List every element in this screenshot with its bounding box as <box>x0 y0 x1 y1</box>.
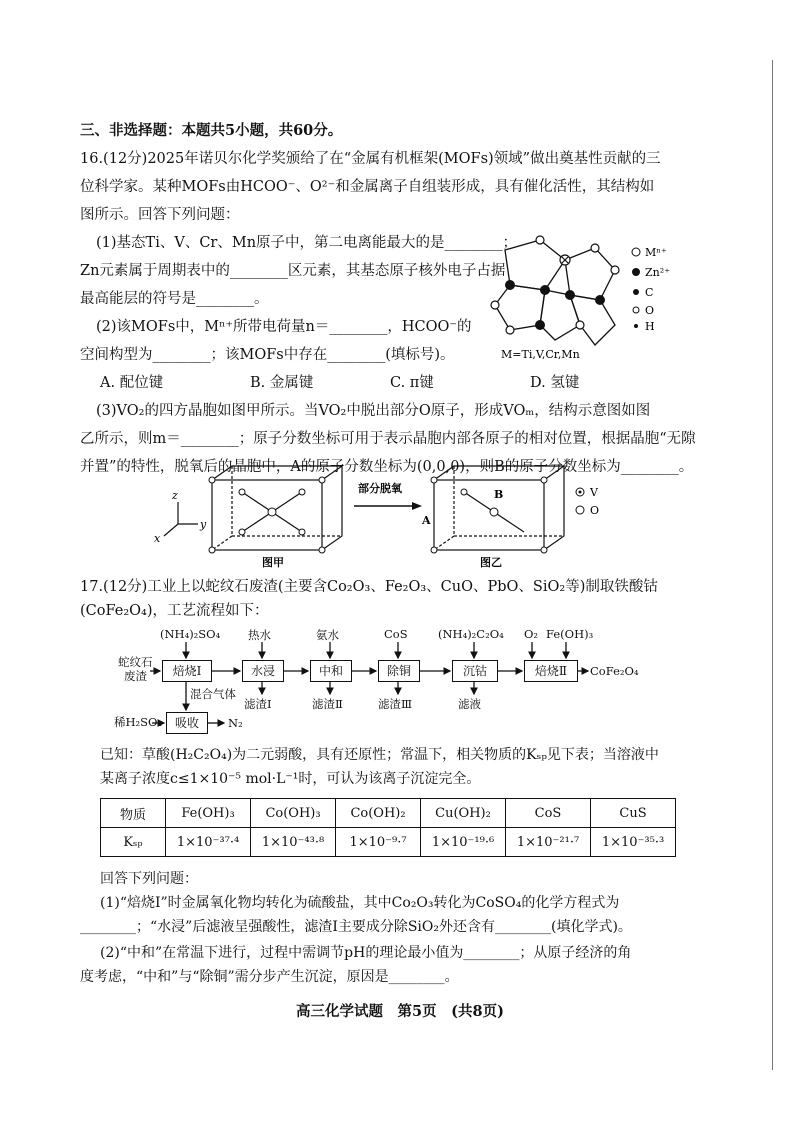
ksp-header-cell: CoS <box>506 799 591 828</box>
section-heading: 三、非选择题：本题共5小题，共60分。 <box>80 122 343 139</box>
reagent-2: 热水 <box>248 628 271 642</box>
axis-z: z <box>172 489 178 502</box>
waste-2: 滤渣Ⅱ <box>312 697 343 711</box>
q16-line-2: 位科学家。某种MOFs由HCOO⁻、O²⁻和金属离子自组装形成，具有催化活性，其结构如 <box>80 179 655 195</box>
q16-line-1: 16.(12分)2025年诺贝尔化学奖颁给了在“金属有机框架(MOFs)领域”做出奠基性贡献的三 <box>80 151 661 167</box>
q17-sub2-b: 度考虑，“中和”与“除铜”需分步产生沉淀，原因是________。 <box>80 969 459 985</box>
mof-caption: M=Ti,V,Cr,Mn <box>501 348 580 361</box>
reagent-5: (NH₄)₂C₂O₄ <box>438 627 504 641</box>
q16-part3-b: 乙所示，则m＝________；原子分数坐标可用于表示晶胞内部各原子的相对位置，根据晶胞“无隙 <box>80 431 696 447</box>
q17-sub1-a: (1)“焙烧Ⅰ”时金属氧化物均转化为硫酸盐，其中Co₂O₃转化为CoSO₄的化学方程式为 <box>100 895 620 911</box>
caption-a: 图甲 <box>262 556 284 569</box>
q16-option-c: C. π键 <box>390 375 434 391</box>
q16-part3-a: (3)VO₂的四方晶胞如图甲所示。当VO₂中脱出部分O原子，形成VOₘ，结构示意图如图 <box>96 403 651 419</box>
q16-part1-a: (1)基态Ti、V、Cr、Mn原子中，第二电离能最大的是________； <box>96 235 518 251</box>
legend-metal: Mⁿ⁺ <box>645 246 667 259</box>
q16-line-3: 图所示。回答下列问题： <box>80 207 240 223</box>
ksp-header-cell: Co(OH)₂ <box>336 799 421 828</box>
axis-y: y <box>200 518 207 531</box>
reagent-1: (NH₄)₂SO₄ <box>160 627 221 641</box>
waste-3: 滤渣Ⅲ <box>378 697 413 711</box>
q17-ask: 回答下列问题： <box>100 871 198 887</box>
flow-absorb-reagent: 稀H₂SO₄ <box>114 715 163 729</box>
ksp-header-row <box>101 799 676 828</box>
flow-product: CoFe₂O₄ <box>590 664 639 678</box>
ksp-value-cell: 1×10⁻²¹·⁷ <box>506 828 591 857</box>
q16-part2-a: (2)该MOFs中，Mⁿ⁺所带电荷量n＝________，HCOO⁻的 <box>96 319 472 335</box>
page-footer: 高三化学试题 第5页 (共8页) <box>296 1003 504 1020</box>
legend-c: C <box>645 286 654 299</box>
waste-1: 滤渣Ⅰ <box>244 697 272 711</box>
q16-option-b: B. 金属键 <box>250 375 314 391</box>
ksp-header-cell: Cu(OH)₂ <box>421 799 506 828</box>
ksp-header-cell: Co(OH)₃ <box>251 799 336 828</box>
reagent-6: O₂ <box>524 627 539 641</box>
ksp-value-cell: 1×10⁻³⁵·³ <box>591 828 676 857</box>
q17-sub2-a: (2)“中和”在常温下进行，过程中需调节pH的理论最小值为________；从原子经济的角 <box>100 945 632 961</box>
ksp-value-cell: Kₛₚ <box>101 828 166 857</box>
legend-o-crystal: O <box>590 504 600 517</box>
legend-v: V <box>590 486 598 499</box>
step-remove-cu: 除铜 <box>378 660 420 682</box>
q16-part2-b: 空间构型为________；该MOFs中存在________(填标号)。 <box>80 347 455 363</box>
flow-n2: N₂ <box>228 716 243 730</box>
axis-x: x <box>154 532 161 545</box>
step-roast-1: 焙烧Ⅰ <box>162 660 212 682</box>
step-roast-2: 焙烧Ⅱ <box>524 660 578 682</box>
q16-part1-b: Zn元素属于周期表中的________区元素，其基态原子核外电子占据 <box>80 263 506 279</box>
ksp-header-cell: CuS <box>591 799 676 828</box>
step-precipitate-co: 沉钴 <box>452 660 498 682</box>
label-b: B <box>494 488 504 501</box>
label-a: A <box>422 514 431 527</box>
arrow-label: 部分脱氧 <box>358 482 402 495</box>
q16-option-d: D. 氢键 <box>530 375 580 391</box>
q17-line-2: (CoFe₂O₄)，工艺流程如下： <box>80 603 269 619</box>
ksp-table <box>100 798 676 857</box>
ksp-value-cell: 1×10⁻³⁷·⁴ <box>166 828 251 857</box>
flow-start-2: 废渣 <box>124 669 147 683</box>
ksp-value-cell: 1×10⁻⁹·⁷ <box>336 828 421 857</box>
q17-line-1: 17.(12分)工业上以蛇纹石废渣(主要含Co₂O₃、Fe₂O₃、CuO、PbO、SiO₂等)制取铁酸钴 <box>80 579 658 595</box>
reagent-7: Fe(OH)₃ <box>546 627 594 641</box>
ksp-value-row <box>101 828 676 857</box>
ksp-value-cell: 1×10⁻⁴³·⁸ <box>251 828 336 857</box>
q17-sub1-b: ________；“水浸”后滤液呈强酸性，滤渣Ⅰ主要成分除SiO₂外还含有________(填化学式)。 <box>80 919 632 935</box>
ksp-header-cell: 物质 <box>101 799 166 828</box>
q17-known-2: 某离子浓度c≤1×10⁻⁵ mol·L⁻¹时，可认为该离子沉淀完全。 <box>100 771 481 787</box>
ksp-value-cell: 1×10⁻¹⁹·⁶ <box>421 828 506 857</box>
q16-part3-c: 并置”的特性，脱氧后的晶胞中，A的原子分数坐标为(0,0,0)，则B的原子分数坐标为________。 <box>80 459 694 475</box>
legend-zn: Zn²⁺ <box>645 266 670 279</box>
ksp-header-cell: Fe(OH)₃ <box>166 799 251 828</box>
flow-gas: 混合气体 <box>190 687 236 701</box>
step-leach: 水浸 <box>242 660 284 682</box>
legend-h: H <box>645 320 655 333</box>
q16-option-a: A. 配位键 <box>100 375 164 391</box>
q16-part1-c: 最高能层的符号是________。 <box>80 291 269 307</box>
caption-b: 图乙 <box>480 556 502 569</box>
step-absorb: 吸收 <box>166 712 208 734</box>
q17-known-1: 已知：草酸(H₂C₂O₄)为二元弱酸，具有还原性；常温下，相关物质的Kₛₚ见下表；当溶液中 <box>100 747 659 763</box>
flow-start: 蛇纹石 <box>118 655 153 669</box>
waste-4: 滤液 <box>458 697 481 711</box>
reagent-4: CoS <box>384 627 408 641</box>
reagent-3: 氨水 <box>316 628 339 642</box>
step-neutralize: 中和 <box>310 660 352 682</box>
legend-o: O <box>645 304 655 317</box>
